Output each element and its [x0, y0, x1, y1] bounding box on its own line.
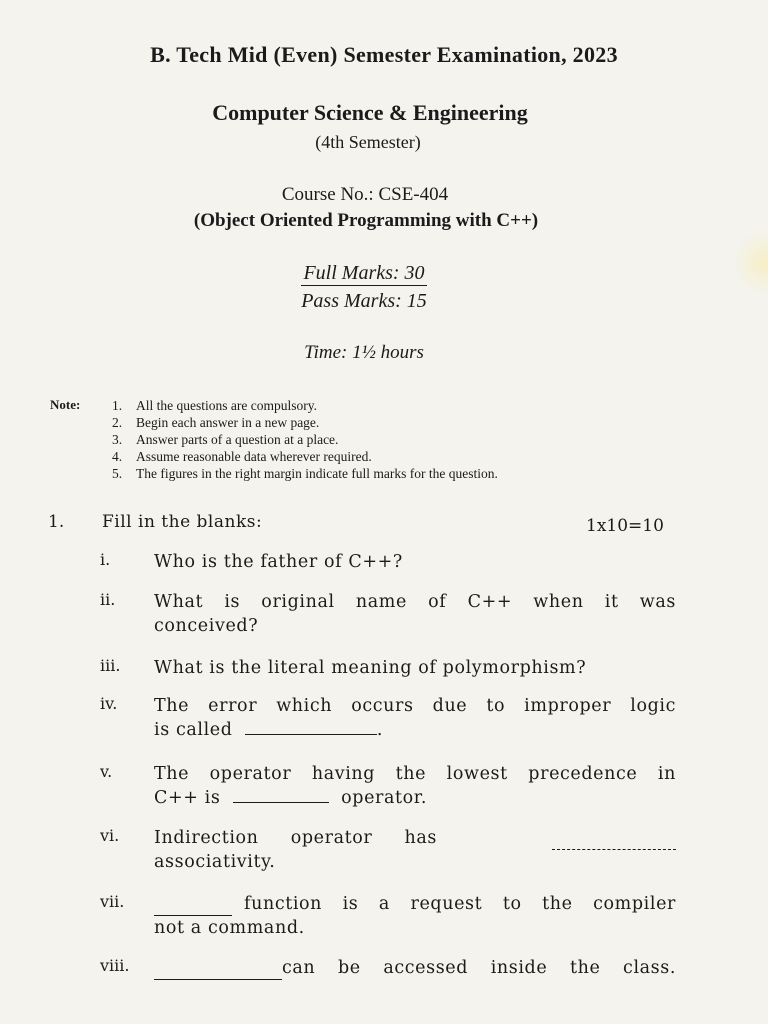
sub-question-line	[154, 826, 676, 850]
answer-blank	[233, 788, 329, 803]
sub-question-number: vi.	[100, 826, 120, 845]
note-item	[112, 448, 498, 465]
sub-question-line: The error which occurs due to improper logic	[154, 696, 676, 716]
subject: (Object Oriented Programming with C++)	[193, 210, 539, 231]
note-text: Answer parts of a question at a place.	[136, 432, 339, 447]
question-text: Fill in the blanks:	[102, 512, 263, 532]
answer-blank	[245, 720, 377, 735]
note-item	[112, 397, 498, 414]
question-number: 1.	[48, 512, 65, 532]
sub-question-text: What is the literal meaning of polymorphism?	[154, 658, 587, 678]
sub-question-number: ii.	[100, 590, 116, 609]
note-item	[112, 465, 498, 482]
sub-question-text	[154, 892, 676, 940]
note-text: Begin each answer in a new page.	[136, 415, 320, 430]
sub-question-line: What is original name of C++ when it was	[154, 592, 676, 612]
note-item	[112, 414, 498, 431]
sub-question-text	[154, 694, 676, 742]
note-number: 3.	[112, 432, 123, 447]
answer-blank	[154, 901, 232, 916]
sub-question-text	[154, 956, 676, 980]
line-text: can be accessed inside the class.	[282, 958, 676, 978]
sub-question-number: i.	[100, 550, 111, 569]
line-text: is called	[154, 720, 233, 740]
sub-question-line	[154, 786, 676, 810]
note-label: Note:	[50, 397, 81, 412]
sub-question-number: iii.	[100, 656, 121, 675]
sub-question-line	[154, 718, 676, 742]
sub-question-number: iv.	[100, 694, 118, 713]
sub-question-line: associativity.	[154, 852, 276, 872]
sub-question-text	[154, 826, 676, 874]
note-item	[112, 431, 498, 448]
sub-question-number: viii.	[100, 956, 130, 975]
sub-question-text	[154, 762, 676, 810]
answer-blank	[154, 965, 282, 980]
line-text: C++ is	[154, 788, 221, 808]
note-number: 4.	[112, 449, 123, 464]
full-marks-text: Full Marks: 30	[303, 262, 425, 284]
note-text: All the questions are compulsory.	[136, 398, 317, 413]
sub-question-line	[154, 892, 676, 916]
full-marks	[0, 262, 728, 285]
semester: (4th Semester)	[315, 132, 421, 152]
line-text: Indirection operator has	[154, 828, 437, 848]
sub-question-line: The operator having the lowest precedence in	[154, 764, 676, 784]
note-number: 1.	[112, 398, 123, 413]
sub-question-number: vii.	[100, 892, 125, 911]
question-marks: 1x10=10	[586, 516, 664, 536]
sub-question-number: v.	[100, 762, 113, 781]
sub-question-text	[154, 590, 676, 638]
line-text: function is a request to the compiler	[244, 894, 676, 914]
sub-question-line: conceived?	[154, 616, 259, 636]
exam-title: B. Tech Mid (Even) Semester Examination, 2023	[150, 42, 618, 67]
sub-question-text: Who is the father of C++?	[154, 552, 403, 572]
answer-blank	[552, 835, 676, 850]
notes-list	[112, 397, 498, 482]
light-glare	[735, 228, 768, 298]
note-text: Assume reasonable data wherever required.	[136, 449, 372, 464]
note-number: 2.	[112, 415, 123, 430]
line-text: operator.	[341, 788, 427, 808]
department: Computer Science & Engineering	[212, 100, 528, 125]
course-number: Course No.: CSE-404	[281, 184, 449, 205]
note-text: The figures in the right margin indicate full marks for the question.	[136, 466, 498, 481]
sub-question-line	[154, 956, 676, 980]
sub-question-line: not a command.	[154, 918, 305, 938]
line-text: .	[376, 720, 384, 740]
pass-marks: Pass Marks: 15	[301, 290, 427, 312]
note-number: 5.	[112, 466, 123, 481]
exam-time: Time: 1½ hours	[304, 342, 424, 363]
